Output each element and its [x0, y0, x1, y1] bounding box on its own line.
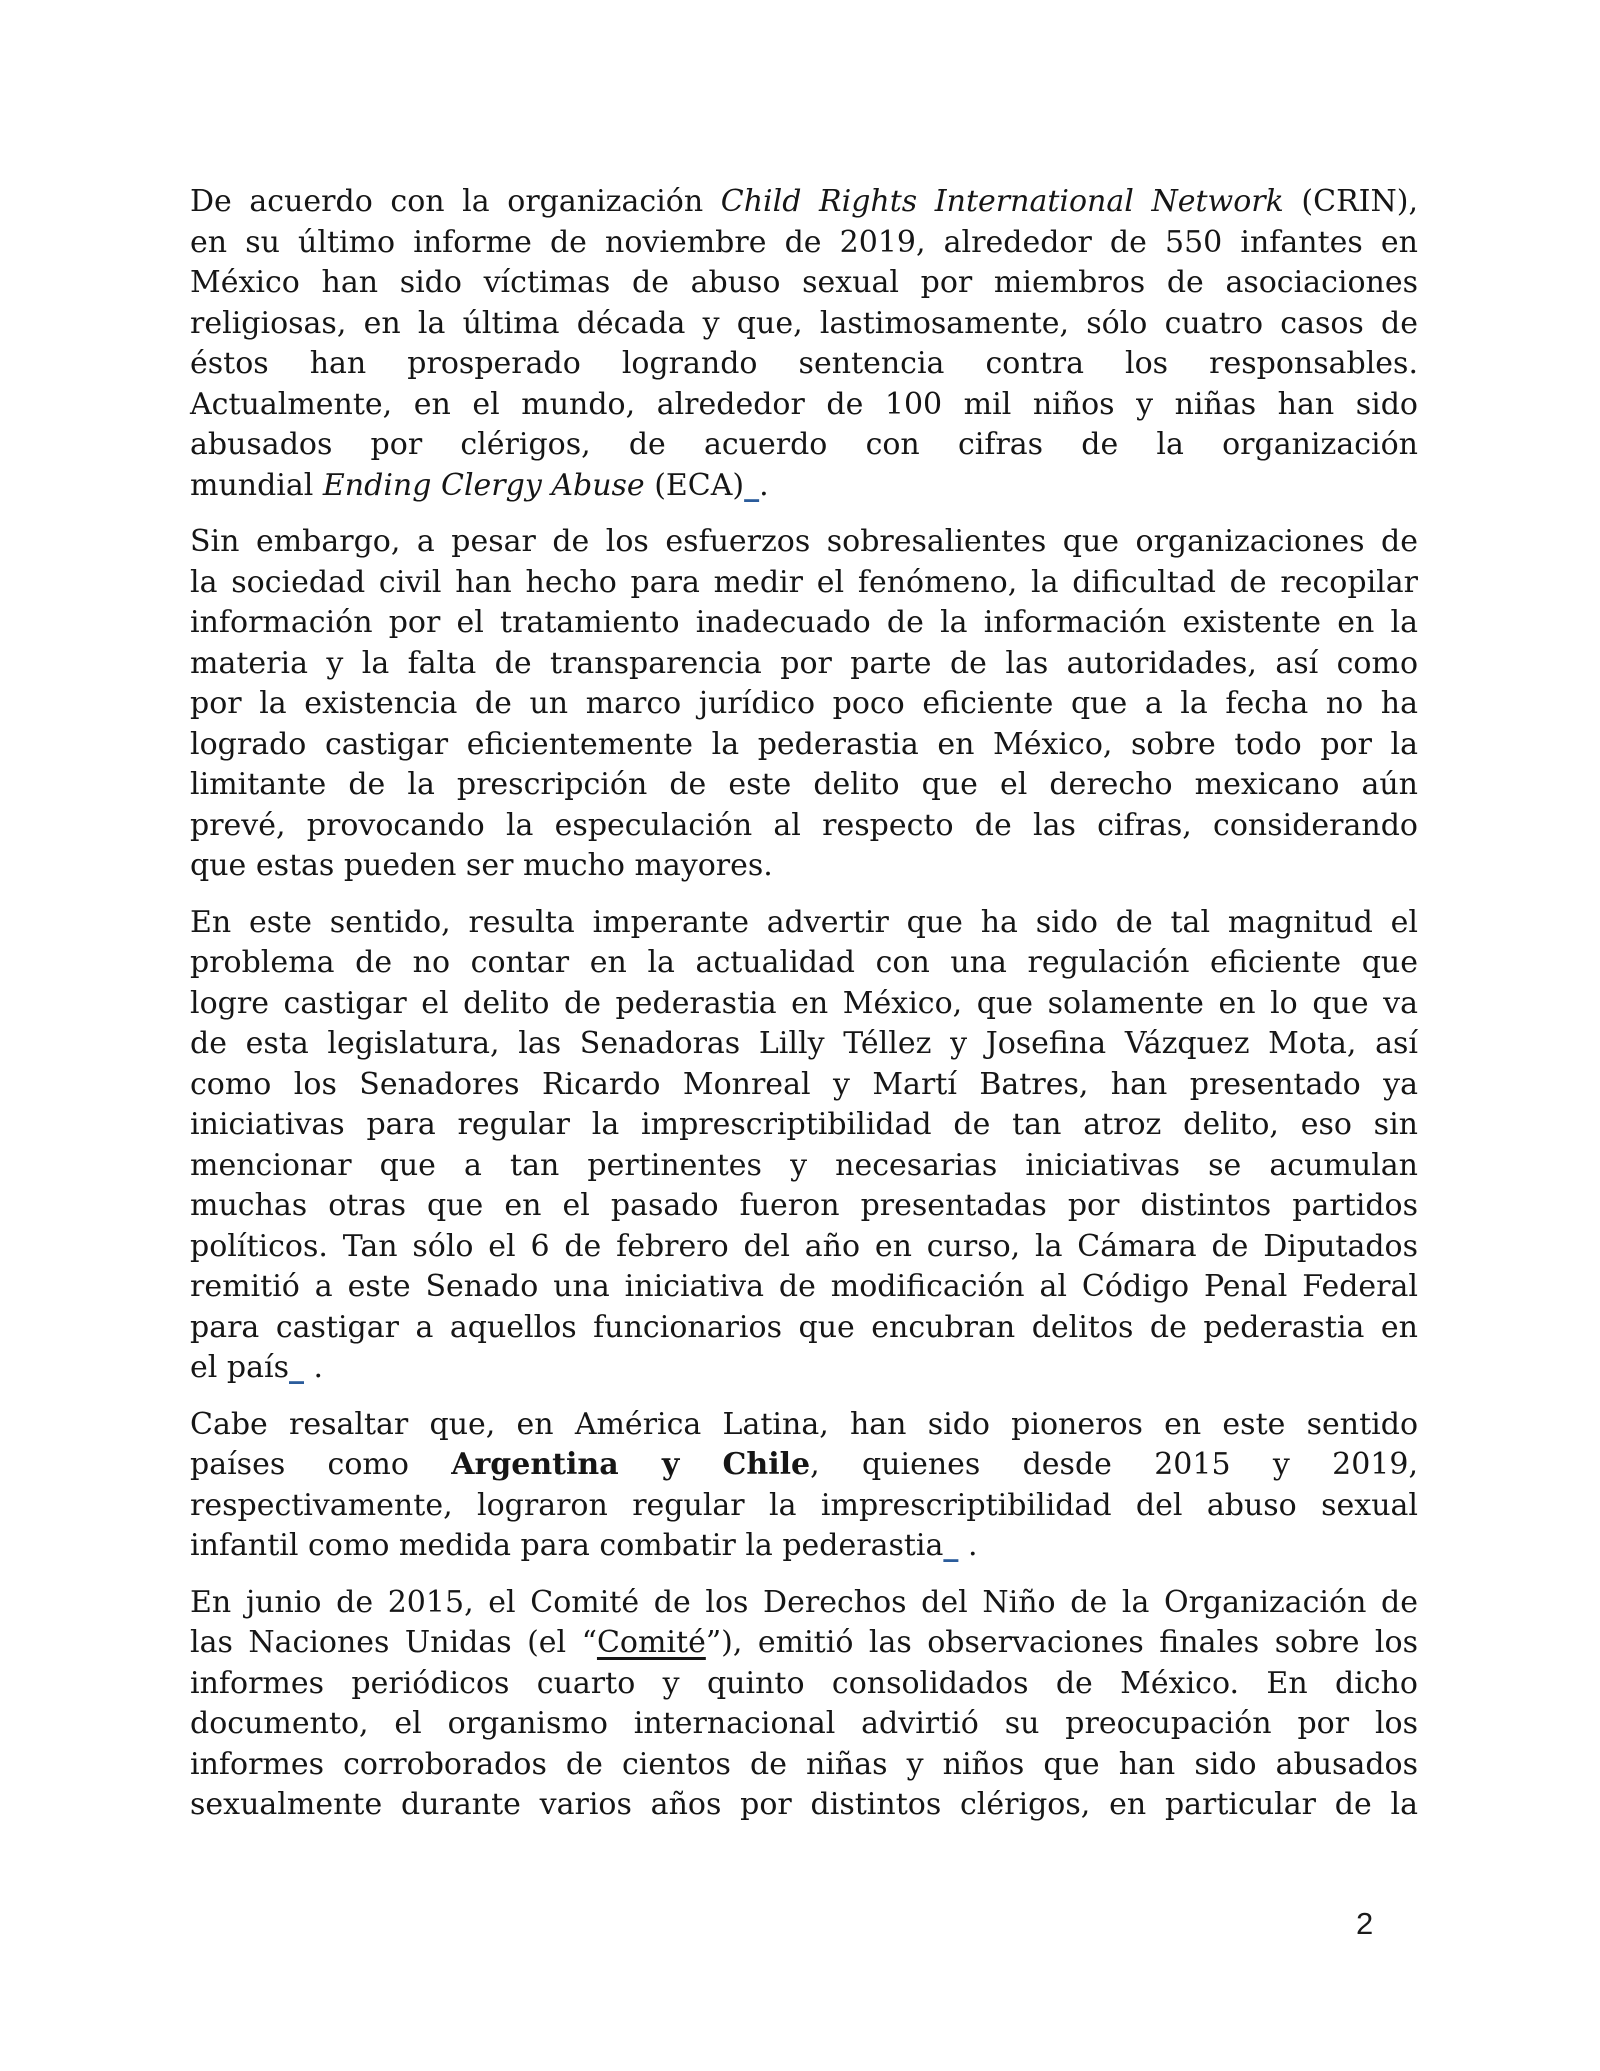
text-segment: ”), emitió las observaciones finales sobre los	[705, 1625, 1418, 1660]
text-line	[190, 603, 1418, 644]
text-line	[190, 943, 1418, 984]
text-line	[190, 344, 1418, 385]
text-line	[190, 1227, 1418, 1268]
footnote-marker[interactable]: _	[288, 1350, 304, 1385]
text-segment: Ending Clergy Abuse	[322, 467, 645, 503]
text-line	[190, 1267, 1418, 1308]
text-segment: de esta legislatura, las Senadoras Lilly Téllez y Josefina Vázquez Mota, así	[190, 1026, 1418, 1061]
text-line	[190, 304, 1418, 345]
text-line	[190, 1664, 1418, 1705]
text-line	[190, 1105, 1418, 1146]
paragraph	[190, 1405, 1418, 1567]
text-segment: el país	[190, 1350, 289, 1385]
text-line	[190, 684, 1418, 725]
text-segment: Cabe resaltar que, en América Latina, han sido pioneros en este sentido	[190, 1406, 1418, 1442]
paragraph	[190, 1583, 1418, 1826]
text-segment: En junio de 2015, el Comité de los Derechos del Niño de la Organización de	[190, 1584, 1418, 1620]
text-segment: información por el tratamiento inadecuado de la información existente en la	[190, 605, 1418, 640]
text-segment: iniciativas para regular la imprescriptibilidad de tan atroz delito, eso sin	[190, 1107, 1418, 1142]
text-line	[190, 223, 1418, 264]
text-line	[190, 765, 1418, 806]
text-segment: las Naciones Unidas (el “	[190, 1625, 597, 1660]
paragraph	[190, 522, 1418, 887]
text-segment: mencionar que a tan pertinentes y necesarias iniciativas se acumulan	[190, 1147, 1418, 1183]
text-line	[190, 522, 1418, 563]
text-segment: respectivamente, lograron regular la imprescriptibilidad del abuso sexual	[190, 1487, 1418, 1523]
text-segment: remitió a este Senado una iniciativa de modificación al Código Penal Federal	[190, 1269, 1418, 1304]
text-line	[190, 1146, 1418, 1187]
text-line	[190, 644, 1418, 685]
text-segment: mundial	[190, 467, 323, 503]
text-segment: De acuerdo con la organización	[190, 184, 721, 219]
footnote-marker[interactable]: _	[943, 1528, 959, 1563]
text-line	[190, 1583, 1418, 1624]
text-segment: .	[759, 467, 769, 503]
text-segment: problema de no contar en la actualidad con una regulación eficiente que	[190, 945, 1418, 980]
text-segment: infantil como medida para combatir la pederastia	[190, 1528, 944, 1563]
text-segment: políticos. Tan sólo el 6 de febrero del año en curso, la Cámara de Diputados	[190, 1228, 1418, 1264]
text-segment: prevé, provocando la especulación al respecto de las cifras, considerando	[190, 807, 1418, 843]
text-line	[190, 1785, 1418, 1826]
text-line	[190, 1065, 1418, 1106]
text-line	[190, 1405, 1418, 1446]
text-segment: sexualmente durante varios años por distintos clérigos, en particular de la	[190, 1787, 1418, 1822]
page-number: 2	[1356, 1906, 1374, 1941]
text-segment: .	[303, 1350, 324, 1385]
text-segment: como los Senadores Ricardo Monreal y Martí Batres, han presentado ya	[190, 1066, 1418, 1102]
text-segment: (ECA)	[644, 467, 745, 503]
text-line	[190, 1526, 1418, 1567]
text-line	[190, 563, 1418, 604]
text-line	[190, 725, 1418, 766]
text-line	[190, 903, 1418, 944]
text-line	[190, 984, 1418, 1025]
document-body	[190, 182, 1418, 1842]
text-segment: por la existencia de un marco jurídico poco eficiente que a la fecha no ha	[190, 686, 1418, 721]
text-line	[190, 1704, 1418, 1745]
text-segment: éstos han prosperado logrando sentencia contra los responsables.	[190, 346, 1418, 381]
text-segment: logrado castigar eficientemente la pederastia en México, sobre todo por la	[190, 726, 1418, 762]
paragraph	[190, 182, 1418, 506]
text-line	[190, 1745, 1418, 1786]
text-segment: México han sido víctimas de abuso sexual por miembros de asociaciones	[190, 265, 1418, 300]
text-line	[190, 182, 1418, 223]
text-line	[190, 806, 1418, 847]
text-segment: países como	[190, 1447, 452, 1482]
text-segment: limitante de la prescripción de este delito que el derecho mexicano aún	[190, 767, 1418, 802]
text-line	[190, 846, 1418, 887]
text-segment: .	[958, 1528, 978, 1563]
text-segment: Sin embargo, a pesar de los esfuerzos sobresalientes que organizaciones de	[190, 524, 1418, 559]
text-line	[190, 1623, 1418, 1664]
text-segment: abusados por clérigos, de acuerdo con cifras de la organización	[190, 427, 1418, 462]
footnote-marker[interactable]: _	[744, 467, 760, 503]
text-segment: logre castigar el delito de pederastia en México, que solamente en lo que va	[190, 985, 1418, 1021]
text-segment: Argentina y Chile	[451, 1447, 811, 1482]
text-line	[190, 263, 1418, 304]
text-segment: En este sentido, resulta imperante advertir que ha sido de tal magnitud el	[190, 904, 1418, 940]
text-segment: informes corroborados de cientos de niñas y niños que han sido abusados	[190, 1746, 1418, 1782]
text-segment: religiosas, en la última década y que, lastimosamente, sólo cuatro casos de	[190, 305, 1418, 341]
text-segment: Child Rights International Network	[720, 184, 1284, 219]
paragraph	[190, 903, 1418, 1389]
text-segment: que estas pueden ser mucho mayores.	[190, 848, 773, 883]
text-segment: la sociedad civil han hecho para medir el fenómeno, la dificultad de recopilar	[190, 564, 1418, 600]
text-segment: documento, el organismo internacional advirtió su preocupación por los	[190, 1706, 1418, 1741]
text-segment: Actualmente, en el mundo, alrededor de 100 mil niños y niñas han sido	[190, 386, 1418, 422]
text-line	[190, 1445, 1418, 1486]
text-segment: materia y la falta de transparencia por parte de las autoridades, así como	[190, 645, 1418, 681]
text-line	[190, 1348, 1418, 1389]
text-line	[190, 1024, 1418, 1065]
text-segment: muchas otras que en el pasado fueron presentadas por distintos partidos	[190, 1188, 1418, 1223]
text-segment: , quienes desde 2015 y 2019,	[810, 1447, 1418, 1482]
text-segment: Comité	[596, 1625, 706, 1660]
text-segment: en su último informe de noviembre de 2019, alrededor de 550 infantes en	[190, 224, 1418, 260]
text-line	[190, 1486, 1418, 1527]
text-line	[190, 425, 1418, 466]
text-segment: (CRIN),	[1283, 184, 1418, 219]
text-segment: para castigar a aquellos funcionarios que encubran delitos de pederastia en	[190, 1309, 1418, 1345]
text-line	[190, 385, 1418, 426]
text-line	[190, 466, 1418, 507]
text-line	[190, 1308, 1418, 1349]
text-segment: informes periódicos cuarto y quinto consolidados de México. En dicho	[190, 1665, 1418, 1701]
text-line	[190, 1186, 1418, 1227]
